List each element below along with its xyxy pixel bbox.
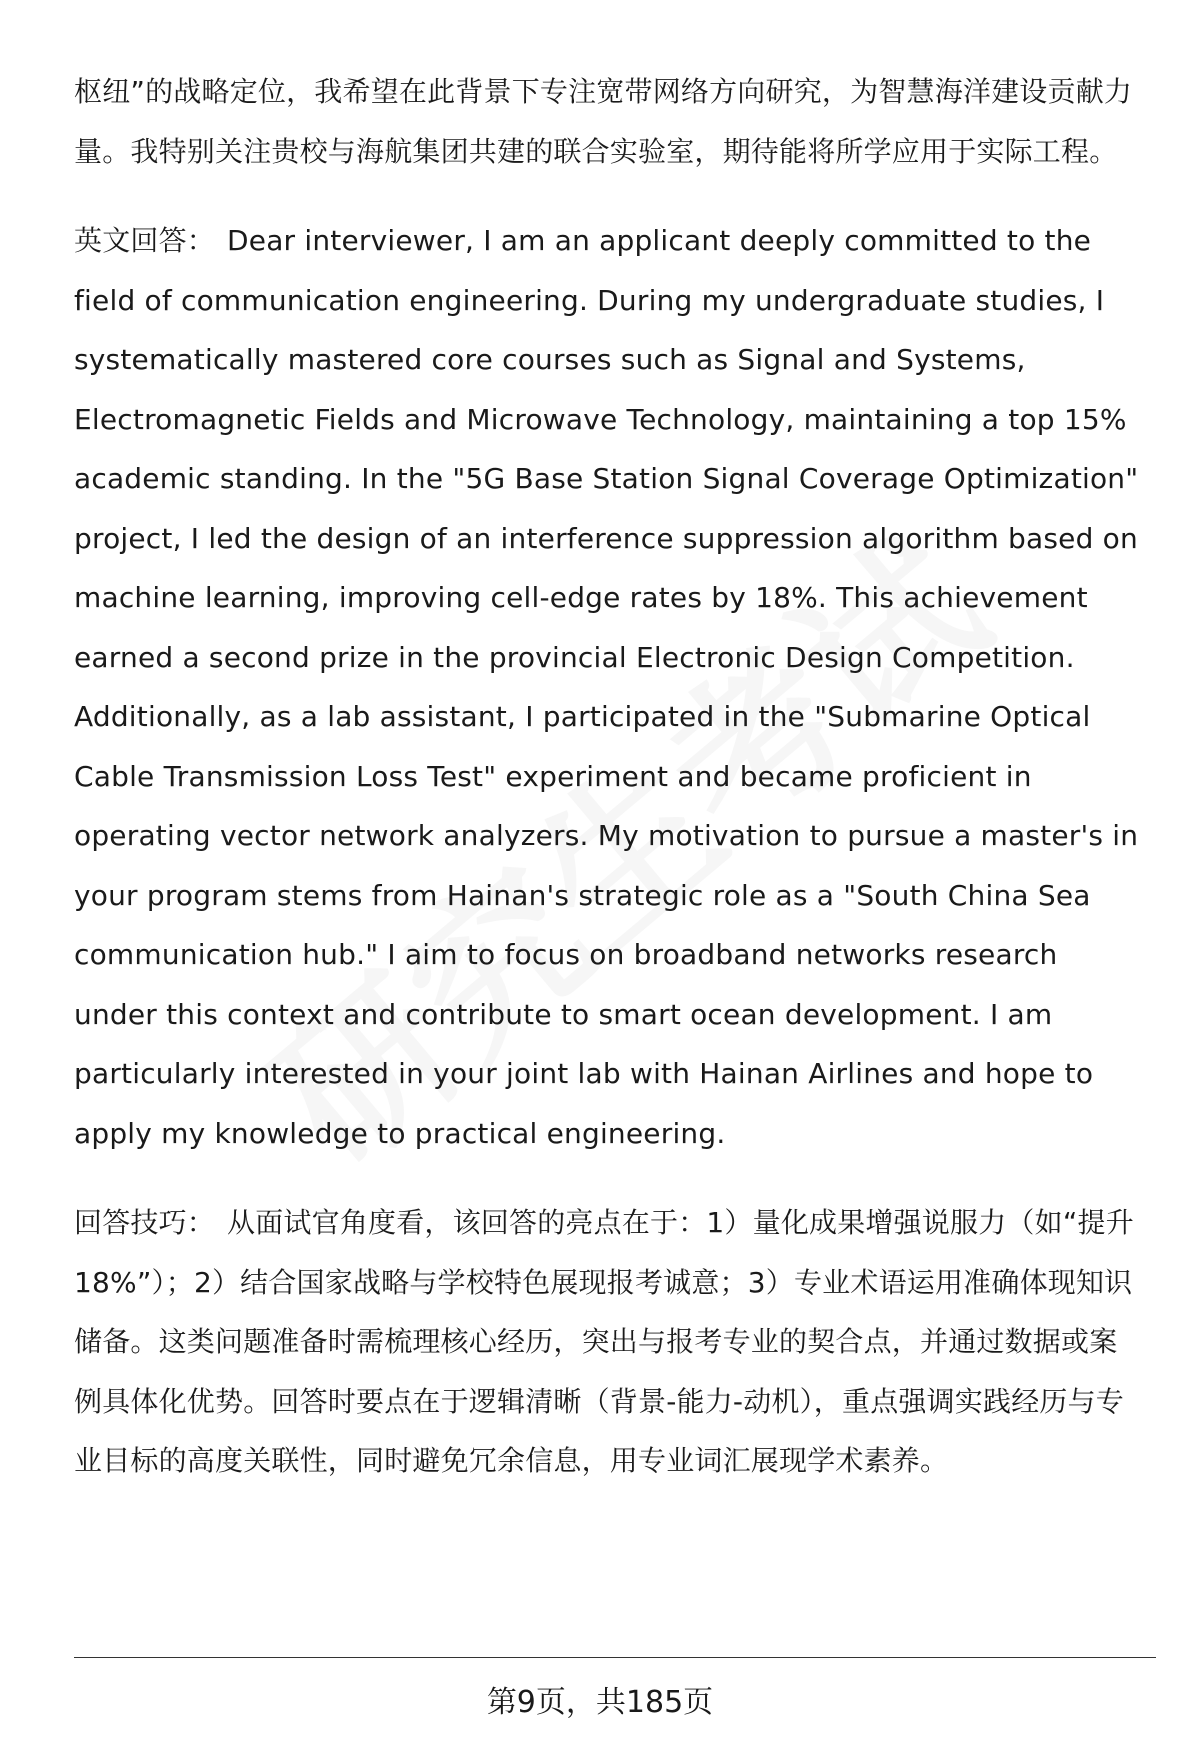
page-content <box>74 62 1144 1491</box>
footer-divider <box>74 1657 1156 1658</box>
english-answer-label: 英文回答： <box>74 224 216 257</box>
english-answer-paragraph <box>74 211 1144 1163</box>
english-answer-text: Dear interviewer, I am an applicant deeply committed to the field of communication engineering. During my undergraduate studies, I systematically mastered core courses such as Signal and Systems, Electromagnetic Fields and Microwave Technology, maintaining a top 15% academic standing. In the "5G Base Station Signal Coverage Optimization" project, I led the design of an interference suppression algorithm based on machine learning, improving cell-edge rates by 18%. This achievement earned a second prize in the provincial Electronic Design Competition. Additionally, as a lab assistant, I participated in the "Submarine Optical Cable Transmission Loss Test" experiment and became proficient in operating vector network analyzers. My motivation to pursue a master's in your program stems from Hainan's strategic role as a "South China Sea communication hub." I aim to focus on broadband networks research under this context and contribute to smart ocean development. I am particularly interested in your joint lab with Hainan Airlines and hope to apply my knowledge to practical engineering. <box>74 224 1139 1150</box>
tips-label: 回答技巧： <box>74 1206 216 1239</box>
continuation-paragraph: 枢纽”的战略定位，我希望在此背景下专注宽带网络方向研究，为智慧海洋建设贡献力量。我特别关注贵校与海航集团共建的联合实验室，期待能将所学应用于实际工程。 <box>74 75 1133 168</box>
tips-paragraph <box>74 1193 1144 1491</box>
tips-text: 从面试官角度看，该回答的亮点在于：1）量化成果增强说服力（如“提升18%”）；2）结合国家战略与学校特色展现报考诚意；3）专业术语运用准确体现知识储备。这类问题准备时需梳理核心经历，突出与报考专业的契合点，并通过数据或案例具体化优势。回答时要点在于逻辑清晰（背景-能力-动机），重点强调实践经历与专业目标的高度关联性，同时避免冗余信息，用专业词汇展现学术素养。 <box>74 1206 1134 1477</box>
page-number: 第9页，共185页 <box>486 1685 714 1720</box>
